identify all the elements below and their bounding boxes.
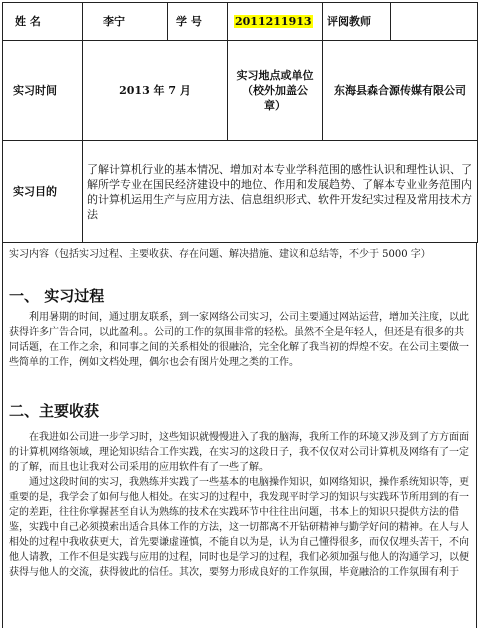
section-2-paragraph-2: 通过这段时间的实习，我熟练并实践了一些基本的电脑操作知识，如网络知识，操作系统知识等，更重要的是，我学会了如何与他人相处。在实习的过程中，我发现平时学习的知识与实践环节所用到的有一定的差距，往往你掌握甚至自认为熟练的技术在实践环节中往往出问题，书本上的知识只提供方法的借鉴，实践中自己必须摸索出适合具体工作的方法，这一切都离不开钻研精神与勤学好问的精神。在人与人相处的过程中我收获更大，首先要谦虚谨慎，不能自以为是，认为自己懂得很多，而仅仅埋头苦干，不向他人请教，工作不但是实践与应用的过程，同时也是学习的过程，我们必须加强与他人的沟通学习，以便获得与他人的交流，获得彼此的信任。其次，要努力形成良好的工作氛围，毕竟融洽的工作氛围有利于	[9, 477, 469, 578]
name-value: 李宁	[83, 3, 168, 41]
section-1-paragraph: 利用暑期的时间，通过朋友联系，到一家网络公司实习，公司主要通过网站运营，增加关注度，以此获得许多广告合同，以此盈利。。公司的工作的氛围非常的轻松。虽然不全是年轻人，但还是有很多的共同话题，在工作之余，和同事之间的关系相处的很融洽，完全化解了我当初的焊煌不安。在公司主要做一些简单的工作，例如文档处理，偶尔也会有图片处理之类的工作。	[9, 312, 469, 368]
time-label: 实习时间	[3, 41, 83, 141]
name-label: 姓 名	[3, 3, 83, 41]
name-row	[3, 3, 478, 41]
purpose-text: 了解计算机行业的基本情况、增加对本专业学科范围的感性认识和理性认识、了解所学专业在国民经济建设中的地位、作用和发展趋势、了解本专业业务范围内的计算机运用生产与应用方法、信息组织形式、软件开发纪实过程及常用技术方法	[83, 141, 478, 243]
location-label: 实习地点或单位（校外加盖公章）	[228, 41, 323, 141]
reviewer-value	[391, 3, 478, 41]
content-section	[2, 242, 477, 628]
internship-info-table	[2, 2, 478, 243]
reviewer-label: 评阅教师	[323, 3, 391, 41]
section-2-title: 二、主要收获	[9, 402, 100, 420]
content-intro: 实习内容（包括实习过程、主要收获、存在问题、解决措施、建议和总结等，不少于 5000 字）	[9, 249, 431, 260]
section-1-title: 一、 实习过程	[9, 287, 105, 305]
location-value: 东海县森合源传媒有限公司	[323, 41, 478, 141]
student-id-label: 学 号	[168, 3, 228, 41]
student-id-value: 2011211913	[235, 15, 312, 28]
purpose-row	[3, 141, 478, 243]
section-2-paragraph-1: 在我进如公司进一步学习时，这些知识就慢慢进入了我的脑海，我所工作的环境又涉及到了方方面面的计算机网络领域，理论知识结合工作实践，在实习的这段日子，我不仅仅对公司计算机及网络有了一定的了解，而且也让我对公司采用的应用软件有了一些了解。	[9, 432, 469, 473]
time-row	[3, 41, 478, 141]
time-value: 2013 年 7 月	[83, 41, 228, 141]
student-id-cell	[228, 3, 323, 41]
purpose-label: 实习目的	[3, 141, 83, 243]
